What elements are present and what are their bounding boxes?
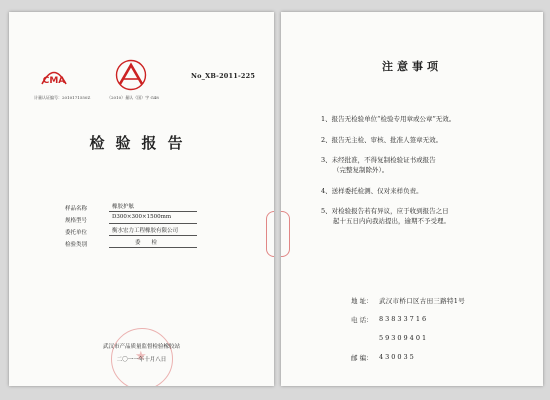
contact-address xyxy=(351,296,465,315)
info-label: 委托单位 xyxy=(65,230,88,236)
info-label: 规格型号 xyxy=(65,218,88,224)
info-label: 检验类别 xyxy=(65,242,88,248)
info-row-sample-name xyxy=(65,200,197,212)
info-label: 样品名称 xyxy=(65,206,88,212)
cal-seal-icon xyxy=(113,58,149,92)
report-number: No_XB-2011-225 xyxy=(191,72,256,80)
notice-item-text: 3、未经批准，不得复制检验证书或报告 xyxy=(321,156,436,164)
notice-item-continuation: （完整复制除外）。 xyxy=(333,166,389,174)
cma-logo-icon xyxy=(39,65,69,87)
contact-fax xyxy=(351,334,465,353)
notice-item-text: 4、送样委托检测、仅对来样负责。 xyxy=(321,186,423,195)
info-row-client xyxy=(65,224,197,236)
notice-title: 注意事项 xyxy=(382,60,442,73)
info-value: 衡水宏力工程橡胶有限公司 xyxy=(109,226,197,236)
notice-item xyxy=(321,186,531,196)
notice-item xyxy=(321,114,531,124)
notice-list xyxy=(321,114,531,237)
contact-postcode xyxy=(351,353,465,372)
notice-item xyxy=(321,206,531,226)
notice-item-text: 5、对检验报告若有异议，应于收到报告之日 xyxy=(321,207,449,215)
postcode-value: 430035 xyxy=(379,353,416,361)
notice-item-text: 2、报告无主检、审核、批准人签章无效。 xyxy=(321,135,443,144)
fax-label xyxy=(351,334,379,353)
phone-value: 83833716 xyxy=(379,315,429,323)
issuer-name: 武汉市产品质量监督检验橡胶站 xyxy=(102,344,180,350)
cal-number-label: （2010）量认（国）字 G48 xyxy=(107,95,159,100)
phone-label: 电 话： xyxy=(351,316,373,324)
seam-stamp xyxy=(281,211,290,257)
address-label: 地 址： xyxy=(351,297,373,305)
fax-value: 59309401 xyxy=(379,334,429,342)
info-row-spec xyxy=(65,212,197,224)
seam-stamp xyxy=(266,211,274,257)
report-title: 检验报告 xyxy=(89,134,194,152)
info-value: 橡胶护舷 xyxy=(109,202,197,212)
issue-date: 二〇一一年十月八日 xyxy=(116,357,167,363)
cert-number-label: 计量认证编号：2010171550Z xyxy=(34,95,91,100)
contact-phone xyxy=(351,315,465,334)
sample-info-table xyxy=(65,200,197,248)
notice-page xyxy=(281,12,543,386)
notice-item-continuation: 起十五日内向我站提出，逾期不予受理。 xyxy=(333,217,450,225)
report-cover-page xyxy=(9,12,274,386)
svg-text:CMA: CMA xyxy=(42,76,66,86)
info-value: D300×300×1500mm xyxy=(109,214,197,224)
info-row-inspection-type xyxy=(65,236,197,248)
contact-info xyxy=(351,296,465,372)
notice-item xyxy=(321,135,531,145)
postcode-label: 邮 编： xyxy=(351,354,373,362)
info-value: 委 检 xyxy=(109,238,197,248)
notice-item-text: 1、报告无检验单位“检验专用章或公章”无效。 xyxy=(321,115,456,123)
notice-item xyxy=(321,155,531,175)
address-value: 武汉市桥口区古田三路特1号 xyxy=(379,297,466,305)
